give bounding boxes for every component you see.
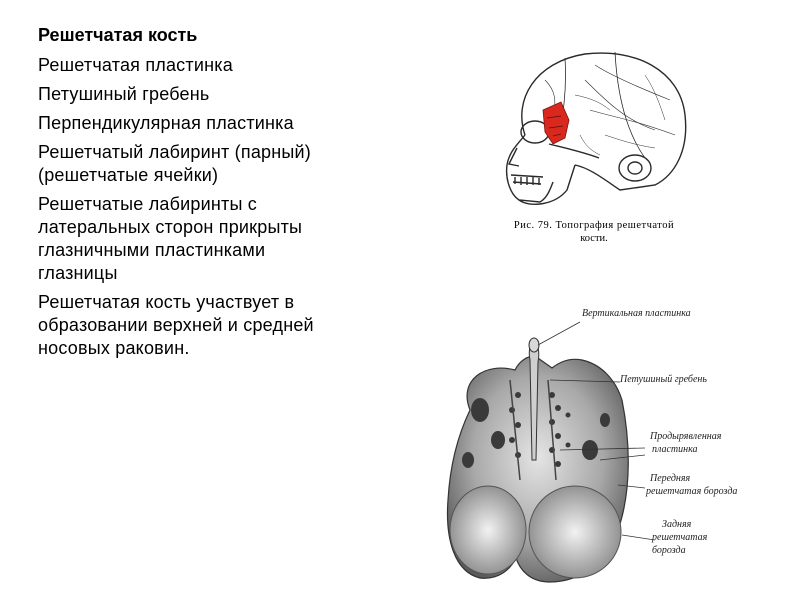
list-item: Решетчатая кость участвует в образовании верхней и средней носовых раковин. — [38, 292, 314, 358]
text-column — [38, 24, 338, 366]
label-anterior-groove: решетчатая борозда — [646, 486, 738, 497]
label-crista-galli: Петушиный гребень — [620, 374, 707, 385]
figure-caption — [498, 219, 690, 245]
label-vertical-plate: Вертикальная пластинка — [582, 308, 691, 319]
list-item: Петушиный гребень — [38, 84, 210, 104]
list-item: Перпендикулярная пластинка — [38, 113, 294, 133]
label-posterior-groove: борозда — [652, 545, 686, 556]
list-item: Решетчатый лабиринт (парный)(решетчатые ячейки) — [38, 142, 311, 185]
label-posterior-groove: решетчатая — [652, 532, 708, 543]
label-anterior-groove: Передняя — [650, 473, 691, 484]
label-perforated-plate: Продырявленная — [650, 431, 722, 442]
label-perforated-plate: пластинка — [652, 444, 698, 455]
ethmoid-bone-illustration — [440, 300, 780, 590]
caption-line: кости. — [580, 233, 608, 244]
label-posterior-groove: Задняя — [662, 519, 692, 530]
slide-title: Решетчатая кость — [38, 25, 198, 45]
caption-line: Рис. 79. Топография решетчатой — [513, 220, 675, 231]
list-item: Решетчатые лабиринты с латеральных сторон прикрыты глазничными пластинками глазницы — [38, 194, 303, 283]
list-item: Решетчатая пластинка — [38, 55, 233, 75]
skull-illustration — [495, 40, 695, 210]
